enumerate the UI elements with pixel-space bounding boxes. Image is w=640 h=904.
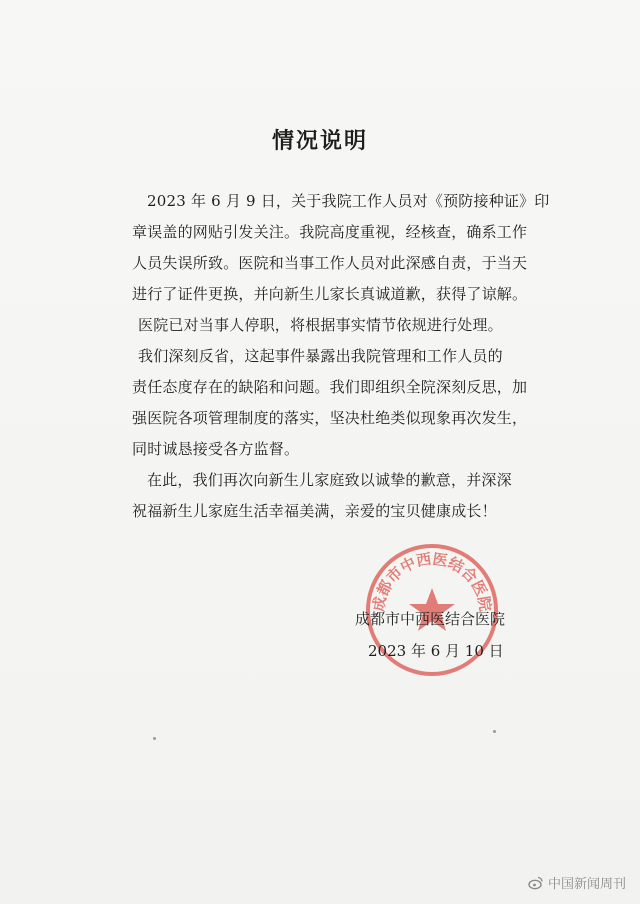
body-line: 祝福新生儿家庭生活幸福美满，亲爱的宝贝健康成长！ [132, 502, 497, 520]
body-line: 在此，我们再次向新生儿家庭致以诚挚的歉意，并深深 [147, 471, 512, 489]
seal-text: 成都市中西医结合医院 [369, 549, 495, 613]
body-line: 我们深刻反省，这起事件暴露出我院管理和工作人员的 [138, 347, 503, 365]
body-line: 强医院各项管理制度的落实，坚决杜绝类似现象再次发生， [132, 409, 528, 427]
body-line: 同时诚恳接受各方监督。 [132, 440, 300, 458]
body-line: 2023 年 6 月 9 日，关于我院工作人员对《预防接种证》印 [147, 192, 550, 210]
scan-speck [493, 730, 496, 733]
signature-org: 成都市中西医结合医院 [355, 610, 506, 628]
body-line: 章误盖的网贴引发关注。我院高度重视，经核查，确系工作 [132, 223, 528, 241]
body-line: 人员失误所致。医院和当事工作人员对此深感自责，于当天 [132, 254, 528, 272]
source-watermark [528, 873, 626, 892]
body-line: 责任态度存在的缺陷和问题。我们即组织全院深刻反思，加 [132, 378, 528, 396]
watermark-text: 中国新闻周刊 [547, 877, 626, 892]
body-line: 进行了证件更换，并向新生儿家长真诚道歉，获得了谅解。 [132, 285, 528, 303]
scan-speck [153, 737, 156, 740]
document-title: 情况说明 [271, 128, 368, 154]
weibo-icon [528, 875, 544, 891]
document-body [132, 186, 552, 527]
signature-date: 2023 年 6 月 10 日 [368, 642, 504, 660]
body-line: 医院已对当事人停职，将根据事实情节依规进行处理。 [138, 316, 503, 334]
